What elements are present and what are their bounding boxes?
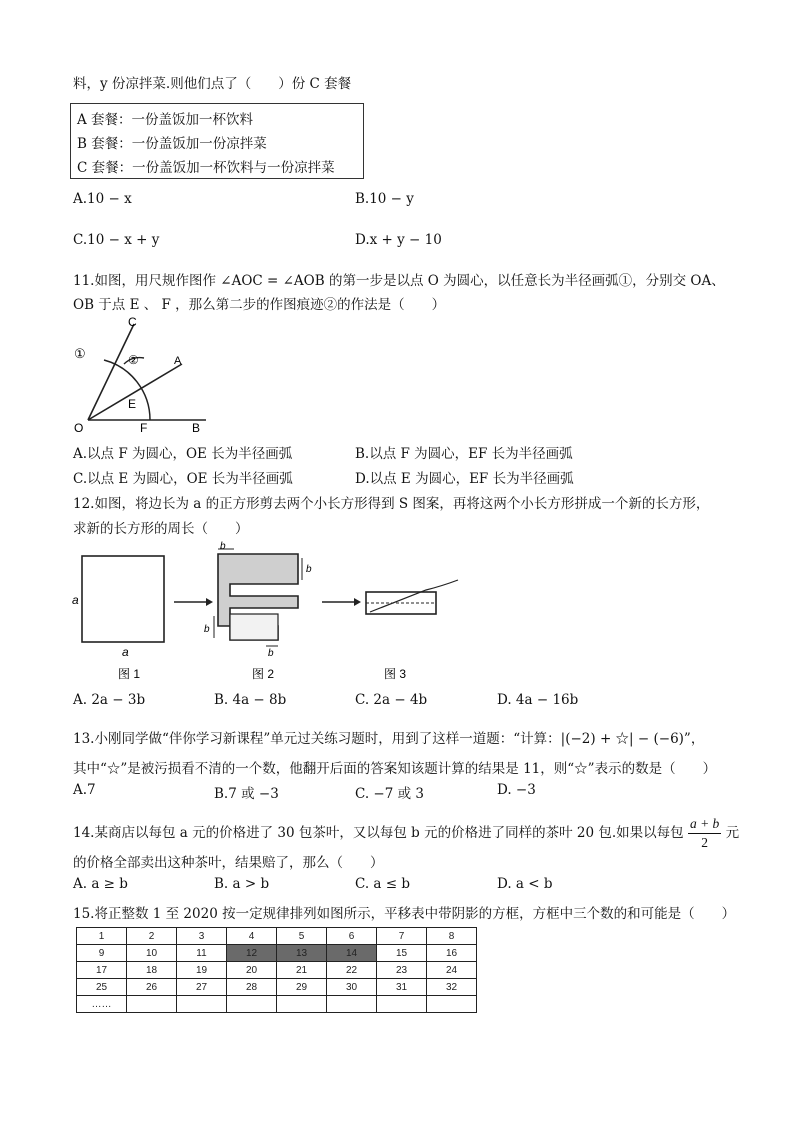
q12-option-d[interactable]: D. 4a − 16b — [497, 692, 579, 708]
table-cell: 32 — [427, 979, 477, 996]
table-row — [77, 945, 477, 962]
q11-angle-figure — [66, 312, 216, 436]
q10-menu-c: C 套餐：一份盖饭加一杯饮料与一份凉拌菜 — [77, 160, 335, 176]
q11-option-a[interactable]: A.以点 F 为圆心，OE 长为半径画弧 — [73, 446, 293, 462]
table-cell: 26 — [127, 979, 177, 996]
q12-option-a[interactable]: A. 2a − 3b — [73, 692, 146, 708]
table-cell — [377, 996, 427, 1013]
table-cell: 24 — [427, 962, 477, 979]
table-cell: 27 — [177, 979, 227, 996]
q12-stem-line2: 求新的长方形的周长（ ） — [73, 521, 249, 537]
q13-option-a[interactable]: A.7 — [73, 782, 96, 798]
q15-stem-line1: 15.将正整数 1 至 2020 按一定规律排列如图所示，平移表中带阴影的方框，方框中三个数的和可能是（ ） — [73, 906, 736, 922]
q13-stem-line2: 其中“☆”是被污损看不清的一个数，他翻开后面的答案知该题计算的结果是 11，则“☆”表示的数是（ ） — [73, 761, 717, 777]
table-cell: 9 — [77, 945, 127, 962]
q10-option-d[interactable]: D.x + y − 10 — [355, 232, 442, 248]
q12-stem-line1: 12.如图，将边长为 a 的正方形剪去两个小长方形得到 S 图案，再将这两个小长方形拼成一个新的长方形， — [73, 496, 710, 512]
fig1-label-a-bottom: a — [122, 645, 129, 659]
table-cell: 16 — [427, 945, 477, 962]
table-cell: 25 — [77, 979, 127, 996]
table-cell: 20 — [227, 962, 277, 979]
table-cell — [327, 996, 377, 1013]
q11-option-b[interactable]: B.以点 F 为圆心，EF 长为半径画弧 — [355, 446, 573, 462]
q14-fraction-denominator: 2 — [701, 835, 708, 850]
q14-fraction-numerator: a + b — [688, 815, 721, 834]
label-b: B — [192, 421, 201, 435]
fig1-square — [82, 556, 164, 642]
fig3-diagonal — [370, 580, 458, 612]
q11-option-d[interactable]: D.以点 E 为圆心，EF 长为半径画弧 — [355, 471, 574, 487]
table-row — [77, 979, 477, 996]
q14-option-d[interactable]: D. a < b — [497, 876, 553, 892]
table-row — [77, 928, 477, 945]
q14-stem-line1 — [73, 815, 739, 852]
q10-menu-b: B 套餐：一份盖饭加一份凉拌菜 — [77, 136, 267, 152]
table-cell: 18 — [127, 962, 177, 979]
q10-stem-tail: 料，y 份凉拌菜.则他们点了（ ）份 C 套餐 — [73, 76, 352, 92]
q14-stem-line2: 的价格全部卖出这种茶叶，结果赔了，那么（ ） — [73, 855, 384, 871]
table-cell: 23 — [377, 962, 427, 979]
q12-option-b[interactable]: B. 4a − 8b — [214, 692, 287, 708]
table-cell: 8 — [427, 928, 477, 945]
table-cell: 22 — [327, 962, 377, 979]
table-cell — [127, 996, 177, 1013]
label-c: C — [128, 315, 137, 329]
caption-fig3: 图 3 — [384, 667, 407, 681]
table-cell — [227, 996, 277, 1013]
table-cell: 21 — [277, 962, 327, 979]
table-cell: 30 — [327, 979, 377, 996]
table-cell: 13 — [277, 945, 327, 962]
label-e: E — [128, 397, 137, 411]
table-cell: 31 — [377, 979, 427, 996]
q10-option-a[interactable]: A.10 − x — [73, 191, 132, 207]
q14-stem-text: 14.某商店以每包 a 元的价格进了 30 包茶叶，又以每包 b 元的价格进了同样的茶叶 20 包.如果以每包 — [73, 825, 684, 841]
table-cell: 7 — [377, 928, 427, 945]
table-cell: 2 — [127, 928, 177, 945]
q11-stem-line1: 11.如图，用尺规作图作 ∠AOC = ∠AOB 的第一步是以点 O 为圆心，以任意长为半径画弧①，分别交 OA、 — [73, 273, 725, 289]
q13-option-b[interactable]: B.7 或 −3 — [214, 786, 279, 802]
fig2-label-b-left: b — [204, 624, 210, 635]
table-cell: 11 — [177, 945, 227, 962]
fig2-label-b-bottom: b — [268, 648, 274, 659]
fig2-label-b-right: b — [306, 564, 312, 575]
table-cell: 19 — [177, 962, 227, 979]
q14-option-a[interactable]: A. a ≥ b — [73, 876, 128, 892]
table-cell — [277, 996, 327, 1013]
table-cell — [177, 996, 227, 1013]
fig2-cut-strip — [230, 614, 278, 640]
table-row — [77, 996, 477, 1013]
table-cell: 5 — [277, 928, 327, 945]
q14-option-b[interactable]: B. a > b — [214, 876, 270, 892]
table-cell: 10 — [127, 945, 177, 962]
table-cell: 4 — [227, 928, 277, 945]
caption-fig2: 图 2 — [252, 667, 275, 681]
q15-table-body — [77, 928, 477, 1013]
q13-stem-line1: 13.小刚同学做“伴你学习新课程”单元过关练习题时，用到了这样一道题：“计算：|(−2) + ☆| − (−6)”， — [73, 731, 705, 747]
q13-option-d[interactable]: D. −3 — [497, 782, 536, 798]
arrow-1-head — [206, 598, 213, 606]
q14-option-c[interactable]: C. a ≤ b — [355, 876, 411, 892]
table-cell: 17 — [77, 962, 127, 979]
q12-option-c[interactable]: C. 2a − 4b — [355, 692, 428, 708]
q14-unit: 元 — [725, 825, 740, 841]
label-f: F — [140, 421, 148, 435]
fig2-label-b-top: b — [220, 541, 226, 552]
arc-1 — [104, 360, 150, 420]
q10-menu-box — [70, 103, 364, 179]
q10-menu-a: A 套餐：一份盖饭加一杯饮料 — [77, 112, 254, 128]
table-cell: 28 — [227, 979, 277, 996]
q10-option-c[interactable]: C.10 − x + y — [73, 232, 160, 248]
fig1-label-a-side: a — [72, 593, 79, 607]
label-a: A — [174, 355, 182, 367]
label-arc2: ② — [128, 353, 139, 367]
q14-fraction — [688, 815, 721, 852]
arrow-2-head — [354, 598, 361, 606]
label-arc1: ① — [74, 346, 86, 361]
q12-figures — [70, 540, 470, 685]
table-cell: …… — [77, 996, 127, 1013]
table-cell — [427, 996, 477, 1013]
label-o: O — [74, 421, 84, 435]
table-cell: 6 — [327, 928, 377, 945]
q11-option-c[interactable]: C.以点 E 为圆心，OE 长为半径画弧 — [73, 471, 293, 487]
table-cell: 12 — [227, 945, 277, 962]
q13-option-c[interactable]: C. −7 或 3 — [355, 786, 425, 802]
caption-fig1: 图 1 — [118, 667, 141, 681]
table-cell: 14 — [327, 945, 377, 962]
table-cell: 1 — [77, 928, 127, 945]
q11-stem-line2: OB 于点 E 、 F ，那么第二步的作图痕迹②的作法是（ ） — [73, 297, 446, 313]
table-cell: 29 — [277, 979, 327, 996]
q10-option-b[interactable]: B.10 − y — [355, 191, 414, 207]
table-cell: 15 — [377, 945, 427, 962]
q15-number-table — [76, 927, 477, 1013]
table-row — [77, 962, 477, 979]
table-cell: 3 — [177, 928, 227, 945]
